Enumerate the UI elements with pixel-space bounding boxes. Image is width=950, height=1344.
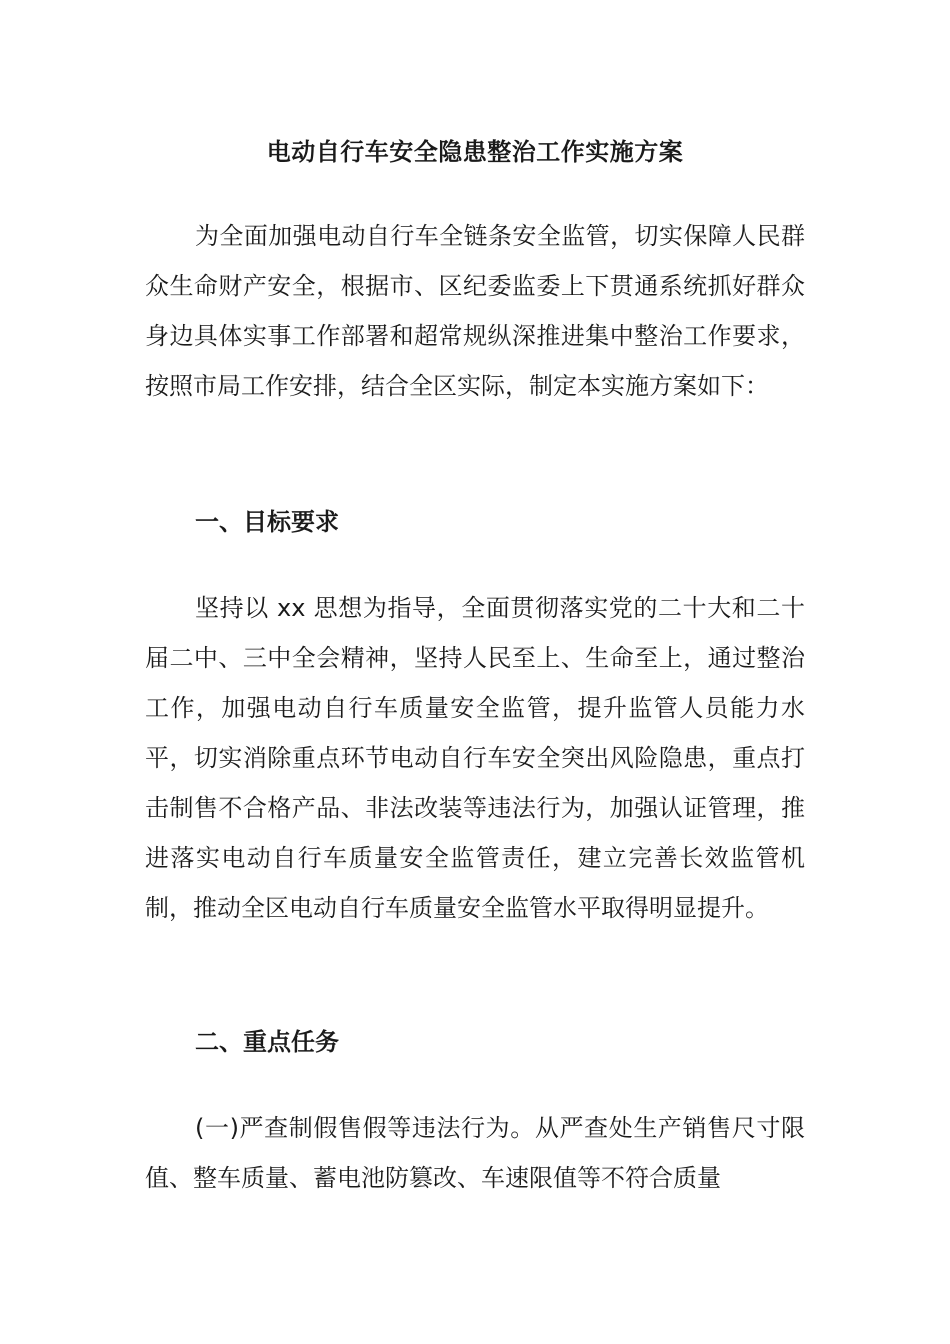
intro-paragraph: 为全面加强电动自行车全链条安全监管，切实保障人民群众生命财产安全，根据市、区纪委监委上下贯通系统抓好群众身边具体实事工作部署和超常规纵深推进集中整治工作要求，按照市局工作安排，结合全区实际，制定本实施方案如下： <box>145 222 805 400</box>
section-heading-key-tasks: 二、重点任务 <box>195 1028 339 1056</box>
section-heading-goals: 一、目标要求 <box>195 508 339 536</box>
section-body-key-tasks: (一)严查制假售假等违法行为。从严查处生产销售尺寸限值、整车质量、蓄电池防篡改、车速限值等不符合质量 <box>145 1114 805 1192</box>
document-title: 电动自行车安全隐患整治工作实施方案 <box>266 138 684 166</box>
section-body-goals: 坚持以 xx 思想为指导，全面贯彻落实党的二十大和二十届二中、三中全会精神，坚持人民至上、生命至上，通过整治工作，加强电动自行车质量安全监管，提升监管人员能力水平，切实消除重点环节电动自行车安全突出风险隐患，重点打击制售不合格产品、非法改装等违法行为，加强认证管理，推进落实电动自行车质量安全监管责任，建立完善长效监管机制，推动全区电动自行车质量安全监管水平取得明显提升。 <box>145 594 805 922</box>
